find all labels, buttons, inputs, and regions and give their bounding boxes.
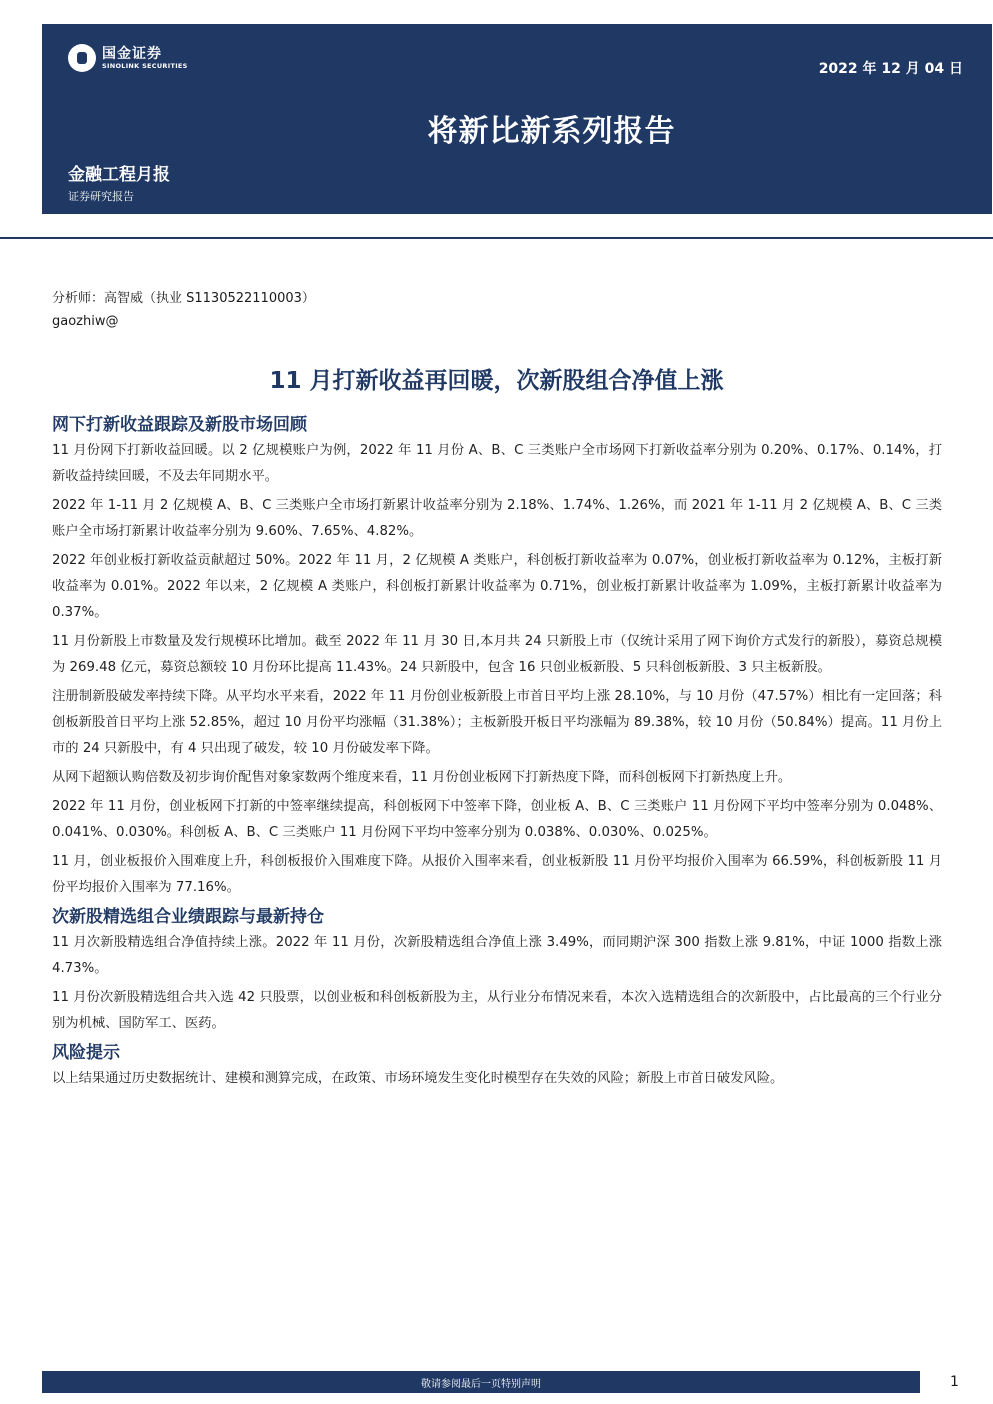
- paragraph: 11 月，创业板报价入围难度上升，科创板报价入围难度下降。从报价入围率来看，创业板新股 11 月份平均报价入围率为 66.59%，科创板新股 11 月份平均报价入围率为 77.16%。: [52, 854, 942, 895]
- paragraph: 11 月次新股精选组合净值持续上涨。2022 年 11 月份，次新股精选组合净值上涨 3.49%，而同期沪深 300 指数上涨 9.81%，中证 1000 指数上涨 4.73%。: [52, 935, 942, 976]
- logo-mark-icon: [68, 44, 96, 72]
- company-logo: [68, 44, 188, 72]
- report-subtitle: 证券研究报告: [68, 190, 134, 203]
- logo-name-cn: 国金证券: [102, 45, 162, 62]
- series-title: 将新比新系列报告: [427, 114, 676, 149]
- header-divider: [0, 237, 993, 239]
- report-type: 金融工程月报: [68, 165, 170, 185]
- paragraph: 2022 年 1-11 月 2 亿规模 A、B、C 三类账户全市场打新累计收益率分别为 2.18%、1.74%、1.26%，而 2021 年 1-11 月 2 亿规模 A、B、C 三类账户全市场打新累计收益率分别为 9.60%、7.65%、4.82%。: [52, 498, 942, 539]
- section-ipo-tracking: [52, 412, 942, 901]
- paragraph: 11 月份次新股精选组合共入选 42 只股票，以创业板和科创板新股为主，从行业分布情况来看，本次入选精选组合的次新股中，占比最高的三个行业分别为机械、国防军工、医药。: [52, 990, 942, 1031]
- section-heading: 网下打新收益跟踪及新股市场回顾: [52, 415, 307, 435]
- paragraph: 2022 年 11 月份，创业板网下打新的中签率继续提高，科创板网下中签率下降，创业板 A、B、C 三类账户 11 月份网下平均中签率分别为 0.048%、0.041%、0.030%。科创板 A、B、C 三类账户 11 月份网下平均中签率分别为 0.038%、0.030%、0.025%。: [52, 799, 942, 840]
- section-portfolio-tracking: [52, 904, 942, 1037]
- section-heading: 次新股精选组合业绩跟踪与最新持仓: [52, 907, 324, 927]
- paragraph: 从网下超额认购倍数及初步询价配售对象家数两个维度来看，11 月份创业板网下打新热度下降，而科创板网下打新热度上升。: [52, 770, 792, 785]
- main-title: 11 月打新收益再回暖，次新股组合净值上涨: [269, 368, 724, 394]
- section-heading: 风险提示: [52, 1043, 120, 1063]
- section-risk-warning: [52, 1040, 942, 1092]
- report-date: 2022 年 12 月 04 日: [818, 61, 963, 77]
- analyst-email[interactable]: gaozhiw@: [52, 314, 119, 329]
- logo-name-en: SINOLINK SECURITIES: [102, 61, 188, 70]
- paragraph: 2022 年创业板打新收益贡献超过 50%。2022 年 11 月，2 亿规模 A 类账户，科创板打新收益率为 0.07%，创业板打新收益率为 0.12%，主板打新收益率为 0.01%。2022 年以来，2 亿规模 A 类账户，科创板打新累计收益率为 0.71%，创业板打新累计收益率为 1.09%，主板打新累计收益率为 0.37%。: [52, 553, 942, 620]
- paragraph: 11 月份新股上市数量及发行规模环比增加。截至 2022 年 11 月 30 日,本月共 24 只新股上市（仅统计采用了网下询价方式发行的新股），募资总规模为 269.48 亿元，募资总额较 10 月份环比提高 11.43%。24 只新股中，包含 16 只创业板新股、5 只科创板新股、3 只主板新股。: [52, 634, 942, 675]
- paragraph: 以上结果通过历史数据统计、建模和测算完成，在政策、市场环境发生变化时模型存在失效的风险；新股上市首日破发风险。: [52, 1071, 784, 1086]
- footer-band: [42, 1371, 920, 1393]
- footer-notice: 敬请参阅最后一页特别声明: [421, 1379, 541, 1390]
- analyst-info: 分析师：高智威（执业 S1130522110003）: [52, 291, 315, 306]
- report-body: [52, 412, 942, 1095]
- paragraph: 注册制新股破发率持续下降。从平均水平来看，2022 年 11 月份创业板新股上市首日平均上涨 28.10%，与 10 月份（47.57%）相比有一定回落；科创板新股首日平均上涨 52.85%，超过 10 月份平均涨幅（31.38%）；主板新股开板日平均涨幅为 89.38%，较 10 月份（50.84%）提高。11 月份上市的 24 只新股中，有 4 只出现了破发，较 10 月份破发率下降。: [52, 689, 942, 756]
- page-number: 1: [950, 1374, 959, 1390]
- paragraph: 11 月份网下打新收益回暖。以 2 亿规模账户为例，2022 年 11 月份 A、B、C 三类账户全市场网下打新收益率分别为 0.20%、0.17%、0.14%，打新收益持续回暖，不及去年同期水平。: [52, 443, 942, 484]
